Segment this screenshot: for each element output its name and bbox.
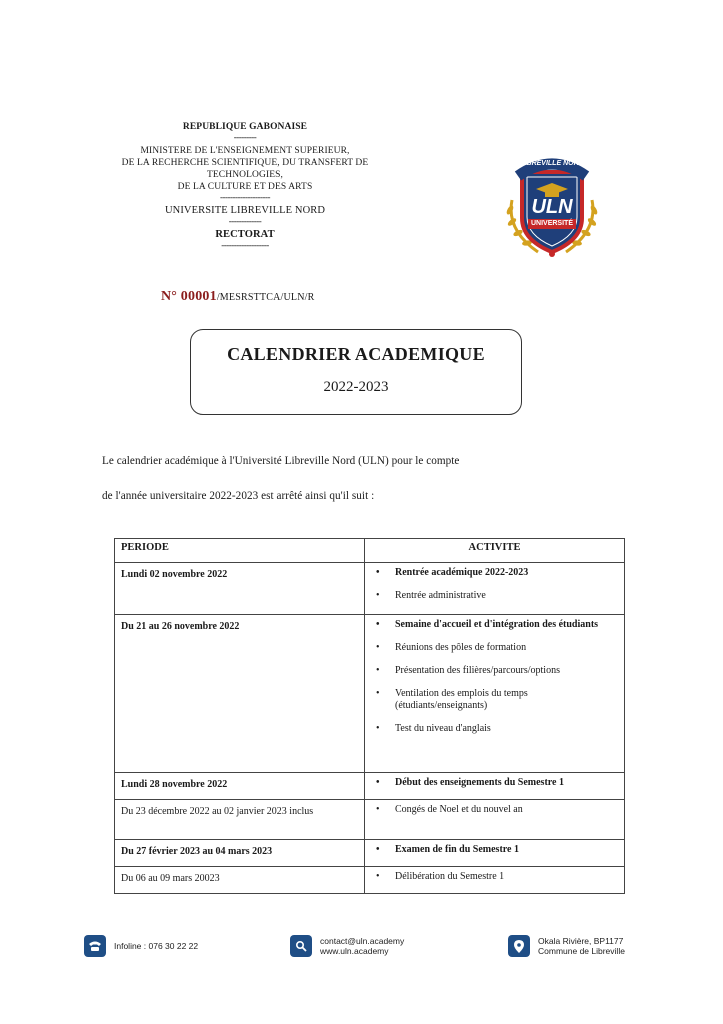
- calendar-table: [114, 538, 625, 894]
- email-text: contact@uln.academy: [320, 936, 405, 946]
- academic-year: 2022-2023: [323, 379, 389, 395]
- activity-item: • Présentation des filières/parcours/options: [371, 665, 618, 677]
- rectorat-label: RECTORAT: [215, 229, 275, 240]
- activity-item: • Délibération du Semestre 1: [371, 871, 618, 883]
- reference-id: N° 00001: [161, 289, 217, 304]
- table-header-row: [115, 539, 625, 563]
- separator: -------------: [228, 216, 262, 226]
- location-pin-icon: [508, 935, 530, 957]
- reference-suffix: /MESRSTTCA/ULN/R: [216, 292, 315, 303]
- phone-icon: [84, 935, 106, 957]
- ministry-line: MINISTERE DE L'ENSEIGNEMENT SUPERIEUR,: [140, 146, 350, 156]
- activity-item: • Ventilation des emplois du temps (étudiants/enseignants): [371, 688, 618, 712]
- logo-initials: ULN: [531, 196, 573, 218]
- phone-text: Infoline : 076 30 22 22: [114, 941, 199, 951]
- activity-item: • Début des enseignements du Semestre 1: [371, 777, 618, 789]
- activity-header: ACTIVITE: [365, 539, 625, 563]
- logo-bottom-text: UNIVERSITÉ: [530, 220, 573, 227]
- logo-top-text: LIBREVILLE NORD: [520, 160, 584, 167]
- reference-number: [161, 289, 314, 305]
- activity-item: • Rentrée académique 2022-2023: [371, 567, 618, 579]
- search-icon: [290, 935, 312, 957]
- address-line: Commune de Libreville: [538, 946, 625, 956]
- period-header: PERIODE: [115, 539, 365, 563]
- header-block: [100, 121, 390, 249]
- footer-contact: [290, 935, 404, 957]
- activity-item: • Semaine d'accueil et d'intégration des étudiants: [371, 619, 618, 631]
- separator: -------------------: [221, 240, 269, 250]
- ministry-line: DE LA CULTURE ET DES ARTS: [177, 182, 313, 192]
- separator: ---------: [233, 132, 257, 142]
- activity-item: • Réunions des pôles de formation: [371, 642, 618, 654]
- period-cell: Lundi 28 novembre 2022: [121, 779, 228, 790]
- period-cell: Lundi 02 novembre 2022: [121, 569, 228, 580]
- footer-address: [508, 935, 625, 957]
- ministry-line: DE LA RECHERCHE SCIENTIFIQUE, DU TRANSFERT DE: [121, 158, 369, 168]
- table-row: [115, 800, 625, 840]
- table-row: [115, 867, 625, 894]
- activity-item: • Examen de fin du Semestre 1: [371, 844, 618, 856]
- activity-item: • Congés de Noel et du nouvel an: [371, 804, 618, 816]
- university-logo: [498, 150, 606, 262]
- table-row: [115, 840, 625, 867]
- republic-name: REPUBLIQUE GABONAISE: [182, 122, 308, 132]
- intro-line: de l'année universitaire 2022-2023 est arrêté ainsi qu'il suit :: [102, 490, 375, 502]
- intro-line: Le calendrier académique à l'Université Libreville Nord (ULN) pour le compte: [102, 455, 460, 467]
- activity-item: • Rentrée administrative: [371, 590, 618, 602]
- activity-item: • Test du niveau d'anglais: [371, 723, 618, 735]
- period-cell: Du 06 au 09 mars 20023: [121, 873, 220, 884]
- period-cell: Du 27 février 2023 au 04 mars 2023: [121, 846, 273, 857]
- table-row: [115, 615, 625, 773]
- website-text: www.uln.academy: [320, 946, 389, 956]
- ministry-line: TECHNOLOGIES,: [207, 170, 283, 180]
- footer-phone: [84, 935, 198, 957]
- separator: --------------------: [220, 192, 270, 202]
- document-title: CALENDRIER ACADEMIQUE: [227, 344, 485, 364]
- period-cell: Du 23 décembre 2022 au 02 janvier 2023 inclus: [121, 806, 314, 817]
- address-line: Okala Rivière, BP1177: [538, 936, 624, 946]
- title-box: [190, 329, 522, 415]
- table-row: [115, 773, 625, 800]
- period-cell: Du 21 au 26 novembre 2022: [121, 621, 240, 632]
- university-name: UNIVERSITE LIBREVILLE NORD: [164, 205, 326, 216]
- table-row: [115, 563, 625, 615]
